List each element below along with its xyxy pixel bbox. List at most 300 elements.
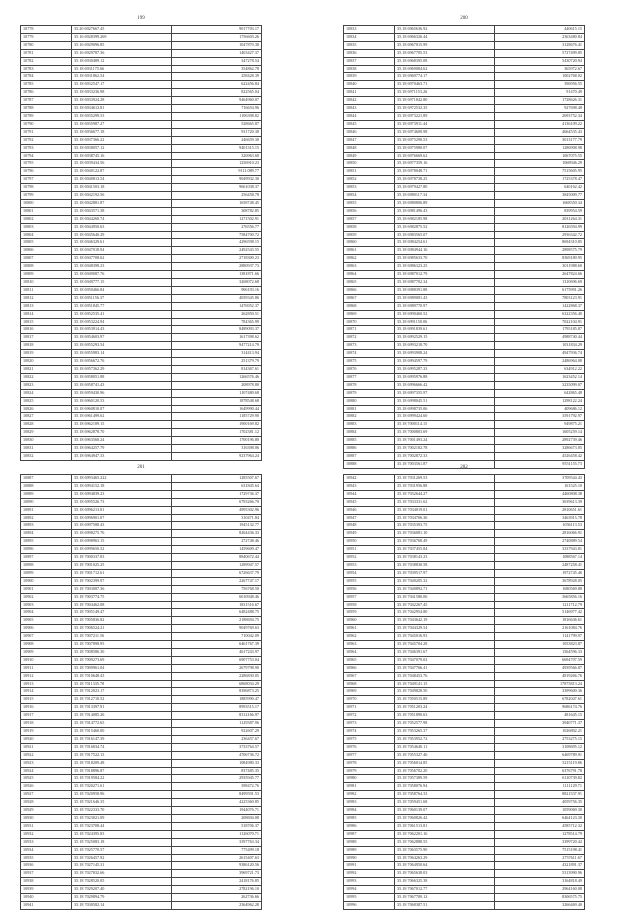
coordinate-cell: 35.16 6929787.36 [72,49,172,57]
row-id-cell: 10797 [21,176,72,184]
value-cell: 3399720.42 [495,838,585,846]
value-cell: 931720.38 [172,128,262,136]
value-cell: 8306575.75 [495,894,585,902]
row-id-cell: 10816 [21,326,72,334]
table-row [344,617,585,625]
coordinate-cell: 35.18 7023708.44 [72,822,172,830]
row-id-cell: 10796 [21,168,72,176]
row-id-cell: 10834 [344,33,395,41]
coordinate-cell: 35.18 6953914.43 [72,326,172,334]
row-id-cell: 10828 [21,421,72,429]
coordinate-cell: 35.18 7000337.83 [72,554,172,562]
value-cell: 4039345.86 [172,294,262,302]
value-cell: 1885990.47 [172,696,262,704]
table-row [21,609,262,617]
value-cell: 1831516.67 [172,601,262,609]
value-cell: 308782.85 [172,207,262,215]
coordinate-cell: 35.18 6965636.92 [395,26,495,34]
page-number: 201 [137,465,145,470]
row-id-cell: 10801 [21,207,72,215]
table-row [344,475,585,483]
coordinate-cell: 35.18 7052577.98 [395,720,495,728]
row-id-cell: 10942 [344,475,395,483]
value-cell: 8694310.85 [495,239,585,247]
value-cell: 1256910.23 [172,160,262,168]
coordinate-cell: 35.18 6975290.53 [395,136,495,144]
coordinate-cell: 35.18 6955293.54 [72,342,172,350]
row-id-cell: 10811 [21,286,72,294]
coordinate-cell: 35.18 7032644.27 [395,490,495,498]
row-id-cell: 10800 [21,199,72,207]
table-row [21,286,262,294]
value-cell: 4988740.44 [495,334,585,342]
value-cell: 2782196.10 [172,886,262,894]
page-199 [20,16,262,458]
table-row [21,664,262,672]
table-row [344,105,585,113]
row-id-cell: 10868 [344,302,395,310]
value-cell: 1680569.88 [495,585,585,593]
value-cell: 8821537.91 [495,791,585,799]
value-cell: 1403427.37 [172,49,262,57]
coordinate-cell: 35.18 7031956.88 [395,482,495,490]
value-cell: 9477214.79 [172,342,262,350]
table-row [344,585,585,593]
table-row [344,648,585,656]
value-cell: 9017703.17 [172,26,262,34]
value-cell: 1649990.44 [172,405,262,413]
table-row [344,720,585,728]
row-id-cell: 10894 [21,530,72,538]
coordinate-cell: 35.18 6980806.89 [395,199,495,207]
coordinate-cell: 35.18 7013397.91 [72,704,172,712]
row-id-cell: 10840 [344,81,395,89]
row-id-cell: 10850 [344,160,395,168]
page-number: 199 [137,16,145,21]
value-cell: 528665.87 [172,120,262,128]
row-id-cell: 10875 [344,358,395,366]
table-row [344,712,585,720]
value-cell: 2718300.23 [172,255,262,263]
row-id-cell: 10903 [21,601,72,609]
value-cell: 316398.06 [172,445,262,453]
row-id-cell: 10958 [344,601,395,609]
table-row [344,239,585,247]
table-row [21,389,262,397]
value-cell: 396956.55 [495,81,585,89]
row-id-cell: 10881 [344,405,395,413]
table-row [21,648,262,656]
value-cell: 91470.49 [495,89,585,97]
value-cell: 822565.04 [172,89,262,97]
row-id-cell: 10892 [21,514,72,522]
page-201 [20,465,262,907]
coordinate-cell: 35.18 7058764.33 [395,791,495,799]
coordinate-cell: 35.18 7033331.62 [395,498,495,506]
coordinate-cell: 35.18 7040205.32 [395,577,495,585]
table-row [21,680,262,688]
row-id-cell: 10842 [344,97,395,105]
table-row [21,530,262,538]
value-cell: 1668350.34 [495,199,585,207]
row-id-cell: 10874 [344,350,395,358]
row-id-cell: 10948 [344,522,395,530]
row-id-cell: 10893 [21,522,72,530]
table-row [21,294,262,302]
row-id-cell: 10896 [21,546,72,554]
value-cell: 716654.96 [172,105,262,113]
value-cell: 3235099.07 [495,381,585,389]
value-cell: 927698.48 [495,105,585,113]
table-row [344,593,585,601]
coordinate-cell: 35.18 6952535.41 [72,310,172,318]
row-id-cell: 10856 [344,207,395,215]
row-id-cell: 10969 [344,688,395,696]
value-cell: 1700196.80 [172,437,262,445]
row-id-cell: 10888 [21,482,72,490]
table-row [344,688,585,696]
coordinate-cell: 35.18 6997588.43 [72,522,172,530]
coordinate-cell: 35.18 7041580.06 [395,593,495,601]
table-row [344,561,585,569]
table-row [21,846,262,854]
row-id-cell: 10975 [344,735,395,743]
value-cell: 9049769.63 [172,625,262,633]
table-row [21,97,262,105]
table-row [21,429,262,437]
row-id-cell: 10879 [344,389,395,397]
row-id-cell: 10878 [344,381,395,389]
coordinate-cell: 35.18 7028520.05 [72,878,172,886]
row-id-cell: 10871 [344,326,395,334]
coordinate-cell: 35.18 7018896.87 [72,767,172,775]
coordinate-cell: 35.18 6934612.81 [72,105,172,113]
row-id-cell: 10895 [21,538,72,546]
coordinate-cell: 35.18 6986323.25 [395,263,495,271]
coordinate-cell: 35.18 7053952.72 [395,735,495,743]
row-id-cell: 10915 [21,696,72,704]
row-id-cell: 10988 [344,838,395,846]
value-cell: 756768.50 [172,585,262,593]
row-id-cell: 10884 [344,429,395,437]
coordinate-cell: 35.18 6947018.94 [72,247,172,255]
row-id-cell: 10933 [21,838,72,846]
value-cell: 839954.59 [495,207,585,215]
coordinate-cell: 35.18 6982185.98 [395,215,495,223]
table-row [344,767,585,775]
coordinate-cell: 35.18 7034019.01 [395,506,495,514]
value-cell: 9661038.37 [172,184,262,192]
coordinate-cell: 35.18 7011335.78 [72,680,172,688]
value-cell: 8264436.33 [172,530,262,538]
table-row [344,389,585,397]
value-cell: 710042.09 [172,633,262,641]
coordinate-cell: 35.18 7056014.85 [395,759,495,767]
table-row [344,373,585,381]
value-cell: 1107480.68 [172,389,262,397]
coordinate-cell: 35.18 7038143.23 [395,554,495,562]
row-id-cell: 10979 [344,767,395,775]
coordinate-cell: 35.18 6931862.54 [72,73,172,81]
table-row [344,310,585,318]
table-row [21,128,262,136]
coordinate-cell: 35.18 7006524.21 [72,625,172,633]
coordinate-cell: 35.18 6999650.52 [72,546,172,554]
table-row [21,33,262,41]
table-row [21,704,262,712]
table-row [21,878,262,886]
row-id-cell: 10780 [21,41,72,49]
table-row [21,901,262,909]
value-cell: 1285507.67 [172,475,262,483]
coordinate-cell: 35.18 7010648.43 [72,672,172,680]
table-row [344,184,585,192]
coordinate-cell: 35.18 7016147.39 [72,735,172,743]
coordinate-cell: 35.18 7066325.38 [395,878,495,886]
value-cell: 6907753.04 [172,656,262,664]
row-id-cell: 10885 [344,437,395,445]
coordinate-cell: 35.18 7018209.48 [72,759,172,767]
coordinate-cell: 35.18 6998045.51 [395,397,495,405]
value-cell: 622456.84 [172,81,262,89]
row-id-cell: 10861 [344,247,395,255]
value-cell: 775499.18 [172,846,262,854]
table-row [344,294,585,302]
row-id-cell: 10841 [344,89,395,97]
value-cell: 1564596.33 [495,648,585,656]
value-cell: 3463915.78 [495,514,585,522]
value-cell: 3128676.41 [495,41,585,49]
table-row [344,413,585,421]
coordinate-cell: 35.18 7003774.75 [72,593,172,601]
coordinate-cell: 35.18 7001493.24 [395,437,495,445]
value-cell: 1111129.71 [495,783,585,791]
row-id-cell: 10860 [344,239,395,247]
row-id-cell: 10823 [21,381,72,389]
value-cell: 310471.84 [172,514,262,522]
value-cell: 1756603.26 [172,33,262,41]
row-id-cell: 10858 [344,223,395,231]
row-id-cell: 10920 [21,735,72,743]
value-cell: 1141799.97 [495,633,585,641]
row-id-cell: 10971 [344,704,395,712]
value-cell: 1211712.79 [495,601,585,609]
value-cell: 2936342.72 [495,231,585,239]
table-row [344,807,585,815]
row-id-cell: 10982 [344,791,395,799]
coordinate-cell: 35.18 7044329.54 [395,625,495,633]
coordinate-cell: 35.18 6996901.07 [72,514,172,522]
coordinate-cell: 35.18 6993218.70 [395,342,495,350]
coordinate-cell: 35.18 6983565.07 [395,231,495,239]
row-id-cell: 10921 [21,743,72,751]
row-id-cell: 10792 [21,136,72,144]
table-row [344,65,585,73]
table-row [344,530,585,538]
coordinate-cell: 35.18 6995287.33 [395,365,495,373]
value-cell: 1972745.46 [495,569,585,577]
value-cell: 2753275.15 [495,735,585,743]
coordinate-cell: 35.18 6935987.27 [72,120,172,128]
coordinate-cell: 35.18 6987012.79 [395,271,495,279]
row-id-cell: 10914 [21,688,72,696]
row-id-cell: 10825 [21,397,72,405]
row-id-cell: 10855 [344,199,395,207]
page-number: 200 [460,16,468,21]
table-row [21,696,262,704]
table-row [21,136,262,144]
table-row [344,255,585,263]
row-id-cell: 10804 [21,231,72,239]
row-id-cell: 10891 [21,506,72,514]
value-cell: 9111.089.77 [172,168,262,176]
value-cell: 3639613.39 [495,498,585,506]
row-id-cell: 10852 [344,176,395,184]
row-id-cell: 10946 [344,506,395,514]
value-cell: 1605259.14 [495,429,585,437]
table-row [344,302,585,310]
row-id-cell: 10787 [21,97,72,105]
coordinate-cell: 35.18 6944260.74 [72,215,172,223]
table-row [344,514,585,522]
value-cell: 161525.10 [495,482,585,490]
value-cell: 4617243.97 [172,648,262,656]
coordinate-cell: 35.18 6989081.43 [395,294,495,302]
value-cell: 1271502.91 [172,215,262,223]
coordinate-cell: 35.18 6977359.16 [395,160,495,168]
row-id-cell: 10995 [344,894,395,902]
row-id-cell: 10808 [21,263,72,271]
coordinate-cell: 35.18 7019584.22 [72,775,172,783]
table-row [344,822,585,830]
coordinate-cell: 35.18 6998275.76 [72,530,172,538]
value-cell: 9049932.30 [172,176,262,184]
row-id-cell: 10964 [344,648,395,656]
coordinate-cell: 35.18 6991150.06 [395,318,495,326]
value-cell: 2615407.63 [172,854,262,862]
value-cell: 8126594.99 [495,223,585,231]
table-row [21,342,262,350]
coordinate-cell: 35.18 7045704.28 [395,641,495,649]
table-row [21,617,262,625]
table-row [21,215,262,223]
data-table [343,25,585,469]
value-cell: 906193.16 [172,286,262,294]
table-row [21,577,262,585]
row-id-cell: 10831 [21,445,72,453]
value-cell: 4995302.96 [172,506,262,514]
value-cell: 8840672.44 [172,554,262,562]
table-row [344,452,585,460]
row-id-cell: 10989 [344,846,395,854]
coordinate-cell: 35.18 7037455.84 [395,546,495,554]
coordinate-cell: 35.18 7002399.97 [72,577,172,585]
value-cell: 2267747.17 [172,577,262,585]
row-id-cell: 10898 [21,561,72,569]
value-cell: 3665856.16 [495,593,585,601]
value-cell: 3940771.37 [495,720,585,728]
coordinate-cell: 35.18 7046391.67 [395,648,495,656]
table-row [344,445,585,453]
row-id-cell: 10952 [344,554,395,562]
row-id-cell: 10991 [344,862,395,870]
value-cell: 1084980.33 [172,759,262,767]
coordinate-cell: 35.18 7000114.15 [395,421,495,429]
coordinate-cell: 35.18 6987702.34 [395,279,495,287]
value-cell: 1298122.24 [495,397,585,405]
coordinate-cell: 35.18 7020958.96 [72,791,172,799]
table-row [21,41,262,49]
value-cell: 2418176.85 [172,878,262,886]
coordinate-cell: 35.18 6962878.70 [72,429,172,437]
value-cell: 2492543.55 [172,247,262,255]
value-cell: 440615.15 [495,26,585,34]
table-row [21,569,262,577]
coordinate-cell: 35.18 7043642.19 [395,617,495,625]
value-cell: 6461767.39 [172,641,262,649]
table-row [21,791,262,799]
value-cell: 1106398.82 [172,112,262,120]
row-id-cell: 10886 [344,445,395,453]
table-row [21,326,262,334]
coordinate-cell: 35.18 7029207.40 [72,886,172,894]
value-cell: 1729736.37 [172,490,262,498]
value-cell: 251379.79 [172,358,262,366]
table-row [344,144,585,152]
coordinate-cell: 35.18 7059451.68 [395,799,495,807]
row-id-cell: 10992 [344,870,395,878]
row-id-cell: 10846 [344,128,395,136]
value-cell: 5313990.96 [495,870,585,878]
value-cell: 3011988.60 [495,263,585,271]
table-row [344,33,585,41]
row-id-cell: 10917 [21,712,72,720]
table-row [21,120,262,128]
coordinate-cell: 35.18 6958741.43 [72,381,172,389]
table-row [344,878,585,886]
value-cell: 208694.08 [172,814,262,822]
table-row [344,215,585,223]
row-id-cell: 10778 [21,26,72,34]
value-cell: 1278514.79 [495,830,585,838]
row-id-cell: 10987 [344,830,395,838]
coordinate-cell: 35.18 7056702.20 [395,767,495,775]
table-row [344,405,585,413]
row-id-cell: 10919 [21,728,72,736]
table-row [344,128,585,136]
coordinate-cell: 35.18 7030582.14 [72,901,172,909]
value-cell: 9386120.56 [172,862,262,870]
row-id-cell: 10931 [21,822,72,830]
value-cell: 6376791.78 [495,767,585,775]
coordinate-cell: 35.18 6970463.71 [395,81,495,89]
row-id-cell: 10798 [21,184,72,192]
row-id-cell: 10864 [344,271,395,279]
coordinate-cell: 35.18 6993465.222 [72,475,172,483]
table-row [21,870,262,878]
value-cell: 1185729.90 [172,413,262,421]
row-id-cell: 10990 [344,854,395,862]
table-row [344,279,585,287]
table-row [344,522,585,530]
value-cell: 1068946.29 [495,160,585,168]
row-id-cell: 10994 [344,886,395,894]
row-id-cell: 10863 [344,263,395,271]
coordinate-cell: 35.18 6976669.62 [395,152,495,160]
table-row [21,633,262,641]
table-row [344,672,585,680]
coordinate-cell: 35.18 6949087.76 [72,271,172,279]
